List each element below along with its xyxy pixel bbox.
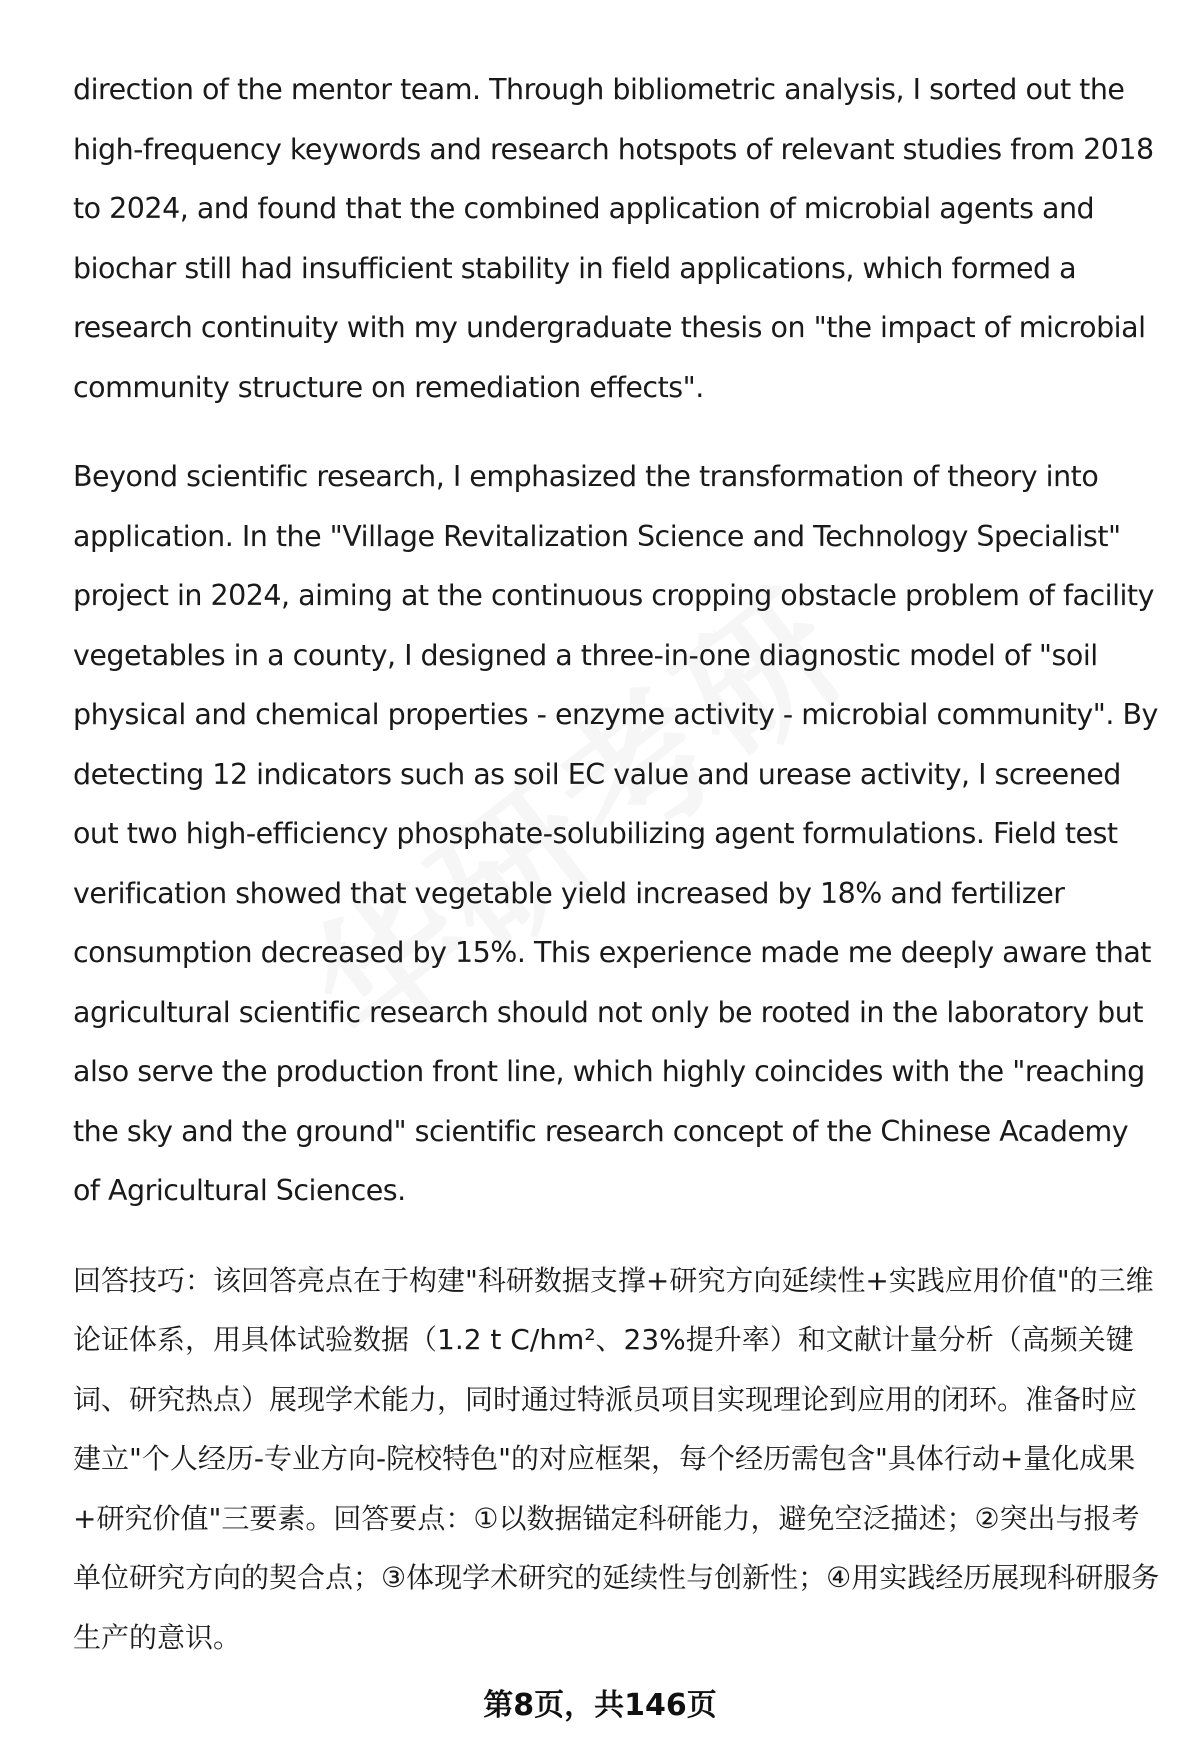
- answer-tip-paragraph: 回答技巧：该回答亮点在于构建"科研数据支撑+研究方向延续性+实践应用价值"的三维论证体系，用具体试验数据（1.2 t C/hm²、23%提升率）和文献计量分析（高频关键词、研究热点）展现学术能力，同时通过特派员项目实现理论到应用的闭环。准备时应建立"个人经历-专业方向-院校特色"的对应框架，每个经历需包含"具体行动+量化成果+研究价值"三要素。回答要点：①以数据锚定科研能力，避免空泛描述；②突出与报考单位研究方向的契合点；③体现学术研究的延续性与创新性；④用实践经历展现科研服务生产的意识。: [73, 1263, 1160, 1654]
- document-body: [73, 60, 1163, 1667]
- paragraph-mentor-team: direction of the mentor team. Through bibliometric analysis, I sorted out the high-frequency keywords and research hotspots of relevant studies from 2018 to 2024, and found that the combined application of microbial agents and biochar still had insufficient stability in field applications, which formed a research continuity with my undergraduate thesis on "the impact of microbial community structure on remediation effects".: [73, 73, 1154, 404]
- page-number: 第8页，共146页: [483, 1688, 717, 1723]
- paragraph-beyond-research: Beyond scientific research, I emphasized the transformation of theory into application. In the "Village Revitalization Science and Technology Specialist" project in 2024, aiming at the continuous cropping obstacle problem of facility vegetables in a county, I designed a three-in-one diagnostic model of "soil physical and chemical properties - enzyme activity - microbial community". By detecting 12 indicators such as soil EC value and urease activity, I screened out two high-efficiency phosphate-solubilizing agent formulations. Field test verification showed that vegetable yield increased by 18% and fertilizer consumption decreased by 15%. This experience made me deeply aware that agricultural scientific research should not only be rooted in the laboratory but also serve the production front line, which highly coincides with the "reaching the sky and the ground" scientific research concept of the Chinese Academy of Agricultural Sciences.: [73, 460, 1158, 1207]
